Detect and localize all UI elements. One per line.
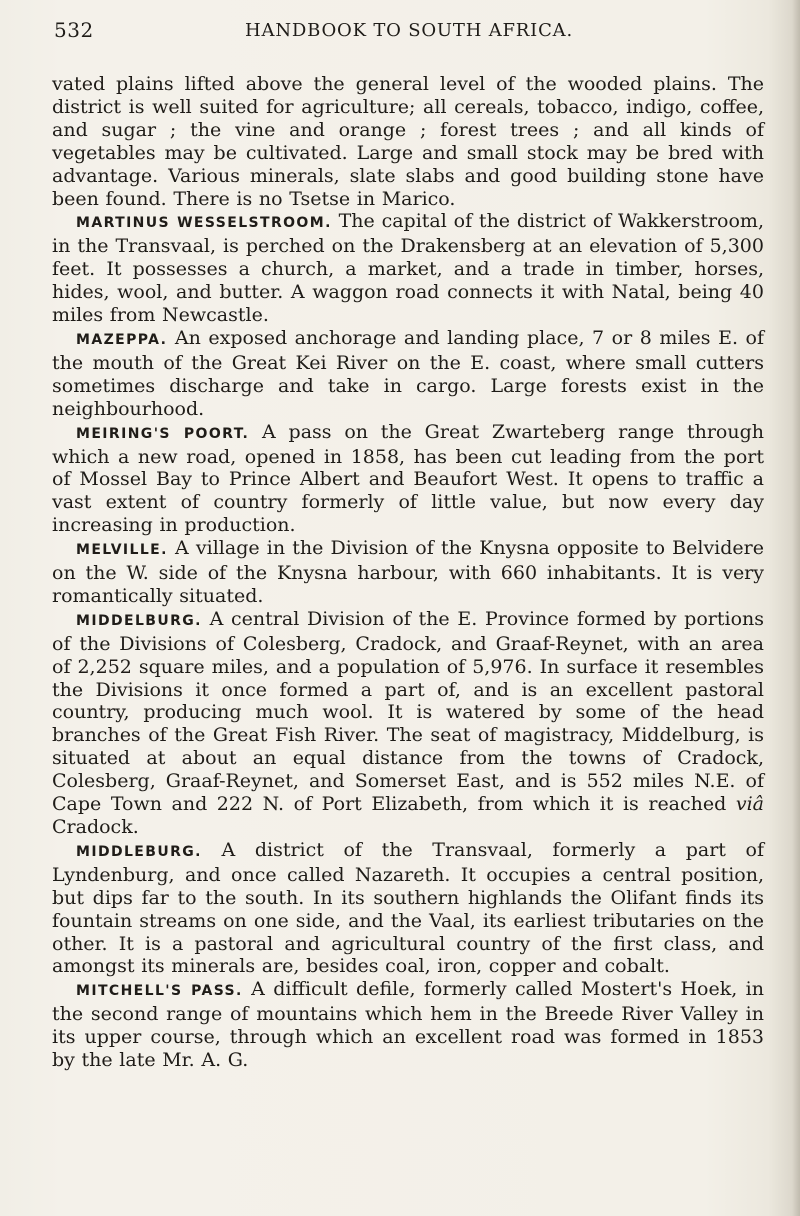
- entry-text: A difficult defile, formerly called Mostert's Hoek, in the second range of mountains which hem in the Breede River Valley in its upper course, through which an excellent road was formed in 1853 by the late Mr. A. G.: [52, 978, 764, 1072]
- entry-text: The capital of the district of Wakkerstroom, in the Transvaal, is perched on the Drakensberg at an elevation of 5,300 feet. It possesses a church, a market, and a trade in timber, horses, hides, wool, and butter. A waggon road connects it with Natal, being 40 miles from Newcastle.: [52, 210, 764, 327]
- entry-mazeppa: [52, 327, 764, 421]
- entry-meirings-poort: [52, 421, 764, 538]
- page-header: [54, 12, 764, 40]
- running-head: HANDBOOK TO SOUTH AFRICA.: [245, 20, 573, 41]
- entry-title: MIDDELBURG.: [76, 612, 202, 629]
- entry-italic-text: viâ: [735, 793, 764, 816]
- entry-text: A village in the Division of the Knysna opposite to Belvidere on the W. side of the Knysna harbour, with 660 inhabitants. It is very romantically situated.: [52, 537, 764, 607]
- entry-title: MARTINUS WESSELSTROOM.: [76, 215, 332, 232]
- entry-text: An exposed anchorage and landing place, 7 or 8 miles E. of the mouth of the Great Kei River on the E. coast, where small cutters sometimes discharge and take in cargo. Large forests exist in the neighbourhood.: [52, 326, 764, 420]
- entry-mitchells-pass: [52, 978, 764, 1072]
- entry-title: MELVILLE.: [76, 542, 168, 559]
- entry-title: MITCHELL'S PASS.: [76, 983, 243, 1000]
- entry-martinus-wesselstroom: [52, 210, 764, 327]
- entry-text: A central Division of the E. Province formed by portions of the Divisions of Colesberg, Cradock, and Graaf-Reynet, with an area of 2,252 square miles, and a population of 5,976. In surface it resembles the Divisions it once formed a part of, and is an excellent pastoral country, producing much wool. It is watered by some of the head branches of the Great Fish River. The seat of magistracy, Middelburg, is situated at about an equal distance from the towns of Cradock, Colesberg, Graaf-Reynet, and Somerset East, and is 552 miles N.E. of Cape Town and 222 N. of Port Elizabeth, from which it is reached: [52, 607, 764, 816]
- entry-text: A pass on the Great Zwarteberg range through which a new road, opened in 1858, has been cut leading from the port of Mossel Bay to Prince Albert and Beaufort West. It opens to traffic a vast extent of country formerly of little value, but now every day increasing in production.: [52, 420, 764, 537]
- page-edge-shadow: [792, 0, 800, 1216]
- entry-melville: [52, 537, 764, 608]
- entry-text: A district of the Transvaal, formerly a part of Lyndenburg, and once called Nazareth. It occupies a central position, but dips far to the south. In its southern highlands the Olifant finds its fountain streams on one side, and the Vaal, its earliest tributaries on the other. It is a pastoral and agricultural country of the first class, and amongst its minerals are, besides coal, iron, copper and cobalt.: [52, 838, 764, 978]
- opening-paragraph: vated plains lifted above the general level of the wooded plains. The district is well suited for agriculture; all cereals, tobacco, indigo, coffee, and sugar ; the vine and orange ; forest trees ; and all kinds of vegetables may be cultivated. Large and small stock may be bred with advantage. Various minerals, slate slabs and good building stone have been found. There is no Tsetse in Marico.: [52, 73, 764, 210]
- entry-title: MEIRING'S POORT.: [76, 425, 250, 442]
- page-content: [52, 73, 764, 1072]
- entry-middelburg: [52, 608, 764, 839]
- page-number: 532: [54, 18, 94, 42]
- entry-title: MIDDLEBURG.: [76, 843, 202, 860]
- entry-middleburg: [52, 839, 764, 978]
- entry-title: MAZEPPA.: [76, 331, 168, 348]
- entry-text-after: Cradock.: [52, 816, 139, 838]
